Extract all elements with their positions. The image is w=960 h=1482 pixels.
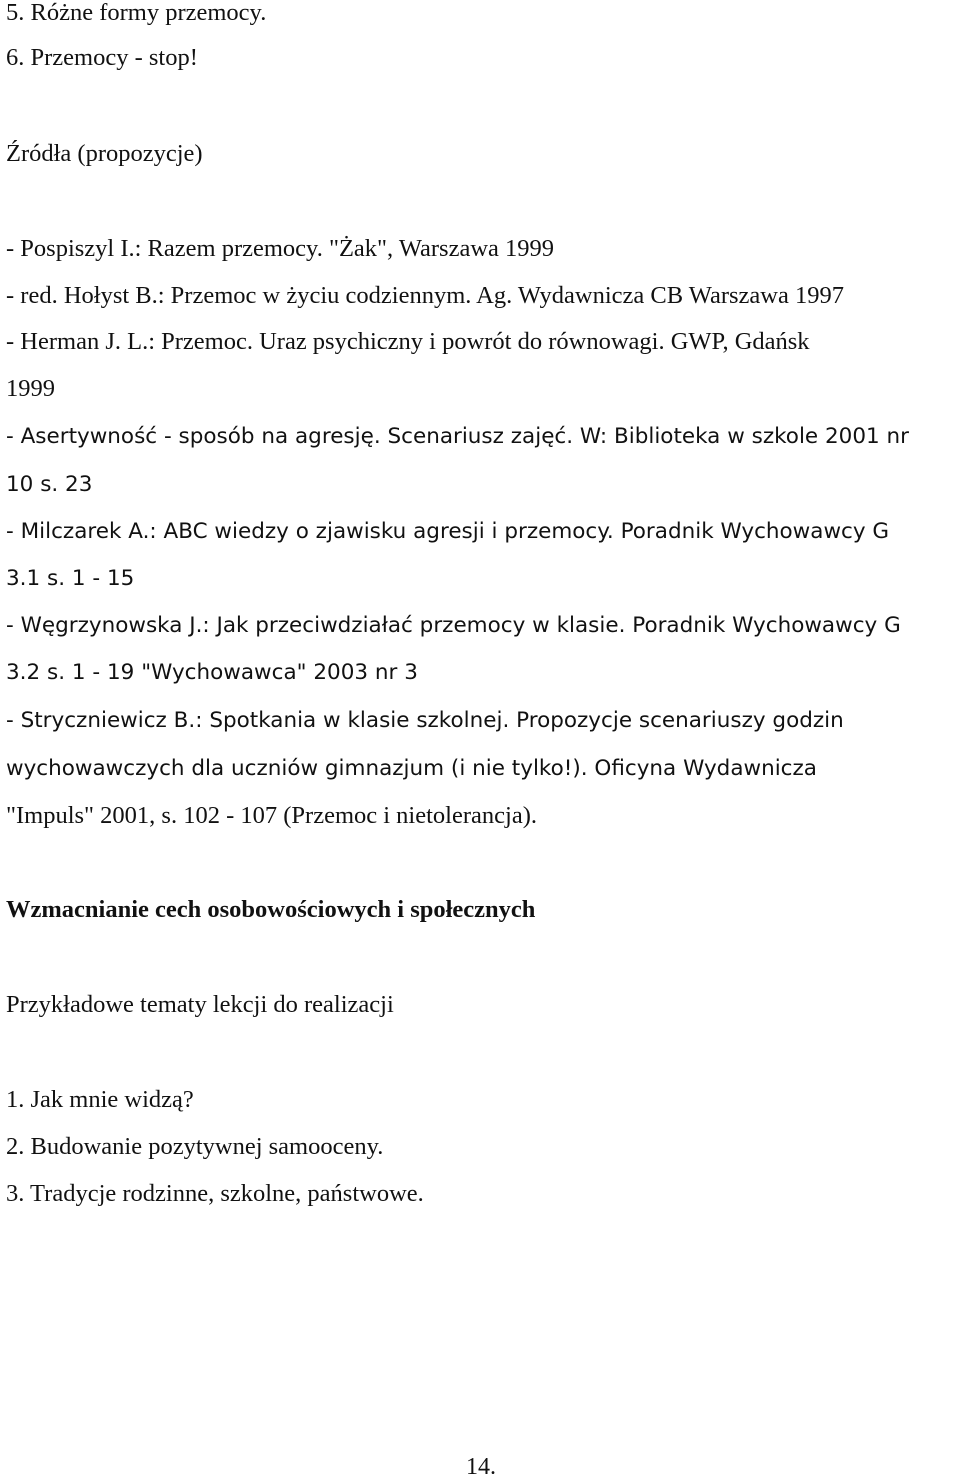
source-line: - Węgrzynowska J.: Jak przeciwdziałać przemocy w klasie. Poradnik Wychowawcy G: [6, 613, 901, 638]
source-line: 1999: [6, 375, 55, 402]
source-line: - Stryczniewicz B.: Spotkania w klasie szkolnej. Propozycje scenariuszy godzin: [6, 708, 844, 733]
source-line: - Herman J. L.: Przemoc. Uraz psychiczny i powrót do równowagi. GWP, Gdańsk: [6, 328, 810, 355]
source-line: - Asertywność - sposób na agresję. Scenariusz zajęć. W: Biblioteka w szkole 2001 nr: [6, 424, 909, 449]
source-line: wychowawczych dla uczniów gimnazjum (i nie tylko!). Oficyna Wydawnicza: [6, 756, 817, 781]
list-item: 5. Różne formy przemocy.: [6, 0, 267, 26]
source-line: 10 s. 23: [6, 472, 93, 497]
source-line: "Impuls" 2001, s. 102 - 107 (Przemoc i nietolerancja).: [6, 802, 537, 829]
topic-item: 1. Jak mnie widzą?: [6, 1086, 194, 1113]
page-number: 14.: [466, 1454, 496, 1480]
source-line: - red. Hołyst B.: Przemoc w życiu codziennym. Ag. Wydawnicza CB Warszawa 1997: [6, 282, 844, 309]
source-line: 3.1 s. 1 - 15: [6, 566, 135, 591]
source-line: - Milczarek A.: ABC wiedzy o zjawisku agresji i przemocy. Poradnik Wychowawcy G: [6, 519, 890, 544]
sources-heading: Źródła (propozycje): [6, 140, 203, 167]
source-line: - Pospiszyl I.: Razem przemocy. "Żak", Warszawa 1999: [6, 235, 555, 262]
topic-item: 3. Tradycje rodzinne, szkolne, państwowe.: [6, 1180, 424, 1207]
section-heading: Wzmacnianie cech osobowościowych i społecznych: [6, 896, 536, 923]
list-item: 6. Przemocy - stop!: [6, 44, 198, 71]
source-line: 3.2 s. 1 - 19 "Wychowawca" 2003 nr 3: [6, 660, 418, 685]
topics-heading: Przykładowe tematy lekcji do realizacji: [6, 991, 394, 1018]
topic-item: 2. Budowanie pozytywnej samooceny.: [6, 1133, 384, 1160]
